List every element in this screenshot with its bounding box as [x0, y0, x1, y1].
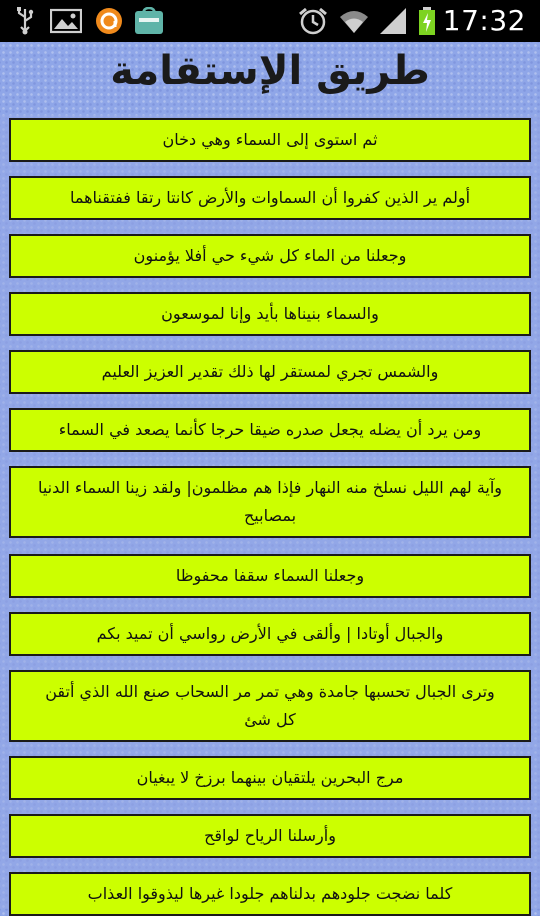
battery-charging-icon [418, 7, 436, 35]
verse-text: والشمس تجري لمستقر لها ذلك تقدير العزيز العليم [101, 362, 439, 381]
verse-text: كلما نضجت جلودهم بدلناهم جلودا غيرها ليذوقوا العذاب [87, 884, 453, 903]
verse-button[interactable] [9, 118, 531, 162]
verse-text: والسماء بنيناها بأيد وإنا لموسعون [161, 304, 379, 323]
verse-button[interactable] [9, 814, 531, 858]
verse-text: والجبال أوتادا | وألقى في الأرض رواسي أن تميد بكم [96, 624, 444, 643]
verse-button[interactable] [9, 670, 531, 742]
verse-button[interactable] [9, 554, 531, 598]
app-title: طريق الإستقامة [110, 48, 430, 94]
list-item[interactable] [0, 753, 540, 811]
app-orange-icon [94, 7, 124, 35]
verse-button[interactable] [9, 234, 531, 278]
verse-text: مرج البحرين يلتقيان بينهما برزخ لا يبغيان [136, 768, 404, 787]
verse-button[interactable] [9, 466, 531, 538]
verse-button[interactable] [9, 872, 531, 916]
status-bar [0, 0, 540, 42]
image-icon [50, 7, 82, 35]
verse-text: وجعلنا من الماء كل شيء حي أفلا يؤمنون [133, 246, 407, 265]
verse-text: وأرسلنا الرياح لواقح [204, 826, 336, 845]
wifi-icon [338, 7, 370, 35]
verse-text: وترى الجبال تحسبها جامدة وهي تمر مر السحاب صنع الله الذي أتقن كل شئ [45, 682, 495, 729]
list-item[interactable] [0, 811, 540, 869]
alarm-icon [298, 7, 328, 35]
list-item[interactable] [0, 173, 540, 231]
list-item[interactable] [0, 347, 540, 405]
list-item[interactable] [0, 405, 540, 463]
verse-text: ومن يرد أن يضله يجعل صدره ضيقا حرجا كأنما يصعد في السماء [58, 420, 482, 439]
verse-button[interactable] [9, 176, 531, 220]
clock: 17:32 [442, 4, 526, 37]
verse-button[interactable] [9, 350, 531, 394]
app-market-icon [134, 7, 164, 35]
usb-icon [14, 7, 36, 35]
verse-button[interactable] [9, 292, 531, 336]
list-item[interactable] [0, 609, 540, 667]
verse-button[interactable] [9, 408, 531, 452]
verse-button[interactable] [9, 756, 531, 800]
list-item[interactable] [0, 667, 540, 753]
verse-text: وآية لهم الليل نسلخ منه النهار فإذا هم مظلمون| ولقد زينا السماء الدنيا بمصابيح [37, 478, 503, 525]
signal-icon [378, 7, 408, 35]
list-item[interactable] [0, 115, 540, 173]
list-item[interactable] [0, 231, 540, 289]
verse-button[interactable] [9, 612, 531, 656]
list-item[interactable] [0, 463, 540, 551]
list-item[interactable] [0, 289, 540, 347]
verse-text: أولم ير الذين كفروا أن السماوات والأرض كانتا رتقا ففتقناهما [69, 188, 471, 207]
verse-text: وجعلنا السماء سقفا محفوظا [175, 566, 365, 585]
verse-text: ثم استوى إلى السماء وهي دخان [162, 130, 378, 149]
list-item[interactable] [0, 551, 540, 609]
list-item[interactable] [0, 869, 540, 909]
